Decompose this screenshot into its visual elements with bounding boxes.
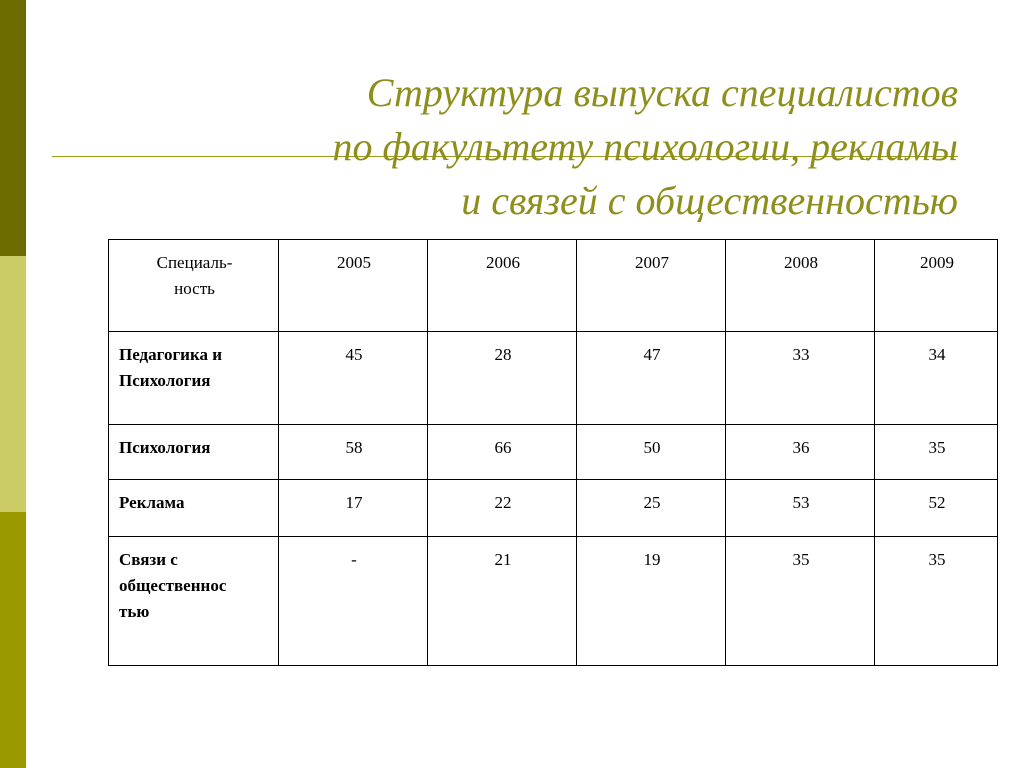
table-cell: 34 — [875, 332, 998, 425]
table-row — [109, 332, 998, 425]
row-label-line: общественнос — [119, 576, 227, 595]
table-cell: 47 — [577, 332, 726, 425]
row-label-line: Психология — [119, 371, 211, 390]
table-cell: 35 — [875, 537, 998, 666]
table-cell: 19 — [577, 537, 726, 666]
header-year: 2009 — [875, 240, 998, 332]
table-cell: 36 — [726, 425, 875, 480]
table-cell: 28 — [428, 332, 577, 425]
table-row — [109, 537, 998, 666]
table-cell: 21 — [428, 537, 577, 666]
table-row — [109, 480, 998, 537]
title-line-1: Структура выпуска специалистов — [366, 70, 958, 115]
row-label-line: Педагогика и — [119, 345, 223, 364]
row-label — [109, 480, 279, 537]
table-cell: 50 — [577, 425, 726, 480]
table-cell: 25 — [577, 480, 726, 537]
row-label — [109, 425, 279, 480]
table-cell: 22 — [428, 480, 577, 537]
table-cell: 53 — [726, 480, 875, 537]
table-cell: 66 — [428, 425, 577, 480]
header-year: 2008 — [726, 240, 875, 332]
table-cell: 35 — [875, 425, 998, 480]
row-label-line: Связи с — [119, 550, 178, 569]
row-label-line: Реклама — [119, 493, 185, 512]
title-line-2: по факультету психологии, рекламы — [332, 124, 958, 169]
table-cell: 58 — [279, 425, 428, 480]
table-cell: 33 — [726, 332, 875, 425]
table-cell: 45 — [279, 332, 428, 425]
header-year: 2007 — [577, 240, 726, 332]
row-label — [109, 537, 279, 666]
header-year: 2006 — [428, 240, 577, 332]
row-label-line: Психология — [119, 438, 211, 457]
slide-title — [58, 66, 958, 228]
row-label — [109, 332, 279, 425]
side-bar-bottom — [0, 512, 26, 768]
side-bar-middle — [0, 256, 26, 512]
header-year: 2005 — [279, 240, 428, 332]
table-cell: - — [279, 537, 428, 666]
table-row — [109, 425, 998, 480]
row-label-line: тью — [119, 602, 150, 621]
header-specialty — [109, 240, 279, 332]
table-cell: 35 — [726, 537, 875, 666]
header-specialty-line-2: ность — [174, 279, 215, 298]
table-cell: 17 — [279, 480, 428, 537]
title-line-3: и связей с общественностью — [461, 178, 958, 223]
graduates-table — [108, 239, 998, 666]
table-cell: 52 — [875, 480, 998, 537]
side-bar-top — [0, 0, 26, 256]
header-specialty-line-1: Специаль- — [156, 253, 233, 272]
table-header-row — [109, 240, 998, 332]
